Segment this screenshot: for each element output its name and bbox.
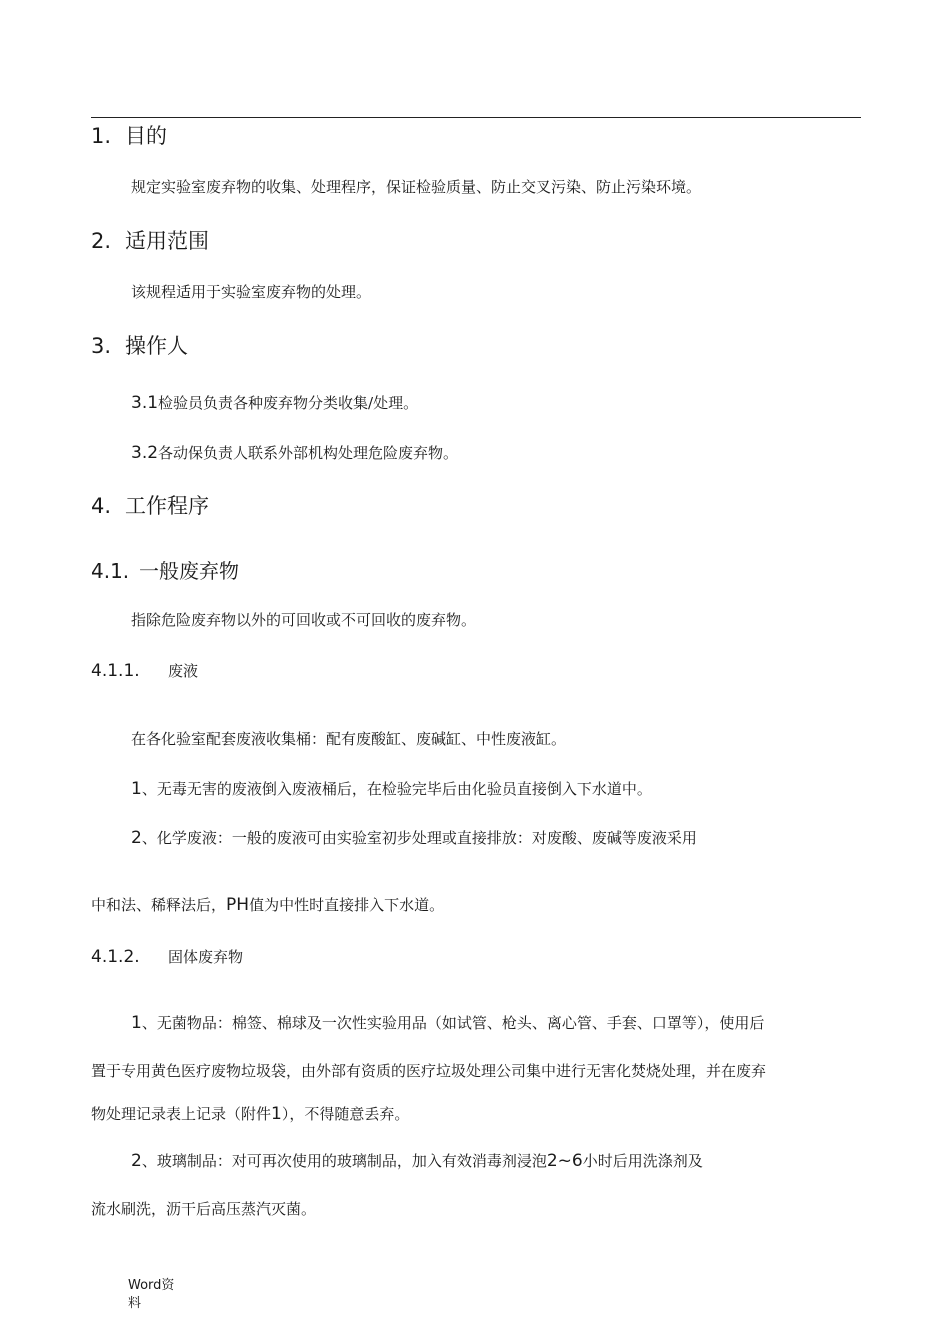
section-1-text: 规定实验室废弃物的收集、处理程序，保证检验质量、防止交叉污染、防止污染环境。 — [131, 178, 702, 196]
footer-text: 资 — [161, 1278, 175, 1293]
section-number: 1. — [91, 124, 112, 148]
solid-waste-item-2-line-2: 流水刷洗，沥干后高压蒸汽灭菌。 — [91, 1200, 317, 1218]
item-number: 2 — [131, 1151, 142, 1171]
section-number: 4.1.2. — [91, 947, 140, 967]
section-2-heading — [91, 225, 209, 255]
solid-waste-item-1-line-3 — [91, 1103, 409, 1124]
item-number: 3.2 — [131, 443, 159, 463]
solid-waste-item-1-line-2: 置于专用黄色医疗废物垃圾袋，由外部有资质的医疗垃圾处理公司集中进行无害化焚烧处理，并在废弃 — [91, 1062, 767, 1080]
footer-text-line-2: 料 — [128, 1296, 142, 1311]
section-number: 2. — [91, 229, 112, 253]
hours-range: 2~6 — [546, 1151, 583, 1171]
item-text: 、无菌物品：棉签、棉球及一次性实验用品（如试管、枪头、离心管、手套、口罩等），使用后 — [141, 1014, 765, 1032]
section-3-item-2 — [131, 442, 458, 463]
section-4-heading — [91, 490, 209, 520]
text-fragment: 值为中性时直接排入下水道。 — [249, 896, 445, 914]
page-footer — [128, 1277, 174, 1313]
text-fragment: ），不得随意丢弃。 — [281, 1105, 410, 1123]
section-title: 一般废弃物 — [139, 559, 239, 583]
section-4-1-1-heading — [91, 660, 198, 681]
item-number: 3.1 — [131, 393, 159, 413]
header-rule — [91, 117, 861, 118]
footer-brand: Word — [128, 1278, 162, 1293]
attachment-number: 1 — [271, 1104, 282, 1124]
text-fragment: 小时后用洗涤剂及 — [582, 1152, 703, 1170]
section-title: 固体废弃物 — [168, 948, 244, 966]
waste-liquid-item-2-continued — [91, 894, 444, 915]
item-number: 1 — [131, 779, 142, 799]
item-text: 、化学废液：一般的废液可由实验室初步处理或直接排放：对废酸、废碱等废液采用 — [141, 829, 697, 847]
waste-liquid-item-1 — [131, 778, 652, 799]
text-fragment: 物处理记录表上记录（附件 — [91, 1105, 272, 1123]
section-4-1-text: 指除危险废弃物以外的可回收或不可回收的废弃物。 — [131, 611, 477, 629]
waste-liquid-intro: 在各化验室配套废液收集桶：配有废酸缸、废碱缸、中性废液缸。 — [131, 730, 567, 748]
section-title: 适用范围 — [125, 229, 209, 253]
section-title: 目的 — [125, 124, 167, 148]
section-title: 操作人 — [125, 334, 188, 358]
waste-liquid-item-2 — [131, 827, 697, 848]
section-3-heading — [91, 330, 188, 360]
section-number: 4.1.1. — [91, 661, 140, 681]
section-title: 工作程序 — [125, 494, 209, 518]
section-number: 3. — [91, 334, 112, 358]
section-2-text: 该规程适用于实验室废弃物的处理。 — [131, 283, 372, 301]
section-number: 4. — [91, 494, 112, 518]
item-text: 检验员负责各种废弃物分类收集/处理。 — [158, 394, 419, 412]
section-4-1-heading — [91, 555, 239, 584]
section-1-heading — [91, 120, 167, 150]
item-number: 2 — [131, 828, 142, 848]
text-fragment: 、玻璃制品：对可再次使用的玻璃制品，加入有效消毒剂浸泡 — [141, 1152, 547, 1170]
solid-waste-item-1 — [131, 1012, 764, 1033]
item-text: 各动保负责人联系外部机构处理危险废弃物。 — [158, 444, 459, 462]
section-title: 废液 — [168, 662, 199, 680]
section-number: 4.1. — [91, 559, 130, 583]
section-3-item-1 — [131, 392, 418, 413]
text-fragment: 中和法、稀释法后， — [91, 896, 227, 914]
solid-waste-item-2 — [131, 1150, 703, 1171]
item-number: 1 — [131, 1013, 142, 1033]
item-text: 、无毒无害的废液倒入废液桶后，在检验完毕后由化验员直接倒入下水道中。 — [141, 780, 652, 798]
ph-term: PH — [226, 895, 250, 915]
section-4-1-2-heading — [91, 946, 243, 967]
